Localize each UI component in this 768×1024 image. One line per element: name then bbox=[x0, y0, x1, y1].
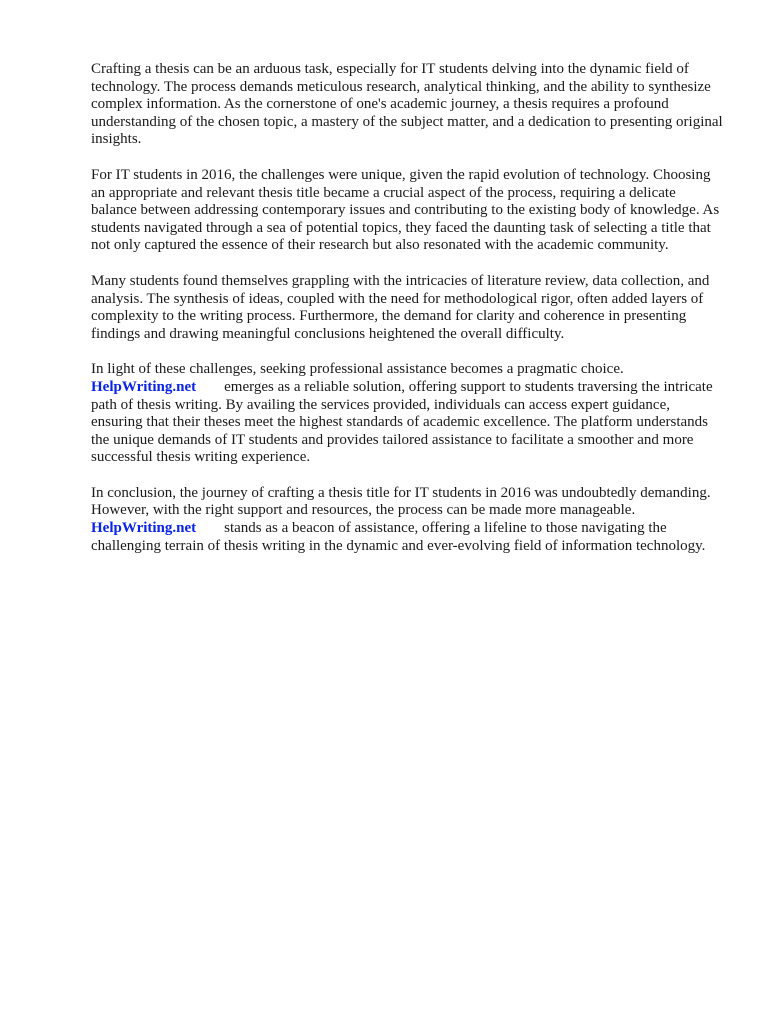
paragraph-conclusion bbox=[91, 485, 723, 555]
document-body bbox=[91, 61, 723, 573]
helpwriting-link[interactable]: HelpWriting.net bbox=[91, 378, 197, 395]
paragraph-conclusion-text-after: stands as a beacon of assistance, offering a lifeline to those navigating the challenging terrain of thesis writing in the dynamic and ever-evolving field of information technology. bbox=[91, 520, 706, 554]
paragraph-assistance-text-after: emerges as a reliable solution, offering support to students traversing the intricate path of thesis writing. By availing the services provided, individuals can access expert guidance, ensuring that their theses meet the highest standards of academic excellence. The platform understands the unique demands of IT students and provides tailored assistance to facilitate a smoother and more successful thesis writing experience. bbox=[91, 378, 713, 466]
paragraph-assistance-text-before: In light of these challenges, seeking professional assistance becomes a pragmatic choice. bbox=[91, 361, 624, 378]
paragraph-assistance bbox=[91, 361, 723, 467]
paragraph-intro: Crafting a thesis can be an arduous task, especially for IT students delving into the dynamic field of technology. The process demands meticulous research, analytical thinking, and the ability to synthesize complex information. As the cornerstone of one's academic journey, a thesis requires a profound understanding of the chosen topic, a mastery of the subject matter, and a dedication to presenting original insights. bbox=[91, 61, 723, 148]
helpwriting-link[interactable]: HelpWriting.net bbox=[91, 520, 197, 537]
paragraph-challenges: For IT students in 2016, the challenges were unique, given the rapid evolution of technology. Choosing an appropriate and relevant thesis title became a crucial aspect of the process, requiring a delicate balance between addressing contemporary issues and contributing to the existing body of knowledge. As students navigated through a sea of potential topics, they faced the daunting task of selecting a title that not only captured the essence of their research but also resonated with the academic community. bbox=[91, 166, 720, 254]
paragraph-difficulties: Many students found themselves grappling with the intricacies of literature review, data collection, and analysis. The synthesis of ideas, coupled with the need for methodological rigor, often added layers of complexity to the writing process. Furthermore, the demand for clarity and coherence in presenting findings and drawing meaningful conclusions heightened the overall difficulty. bbox=[91, 272, 710, 342]
paragraph-conclusion-text-before: In conclusion, the journey of crafting a thesis title for IT students in 2016 was undoubtedly demanding. However, with the right support and resources, the process can be made more manageable. bbox=[91, 484, 711, 519]
